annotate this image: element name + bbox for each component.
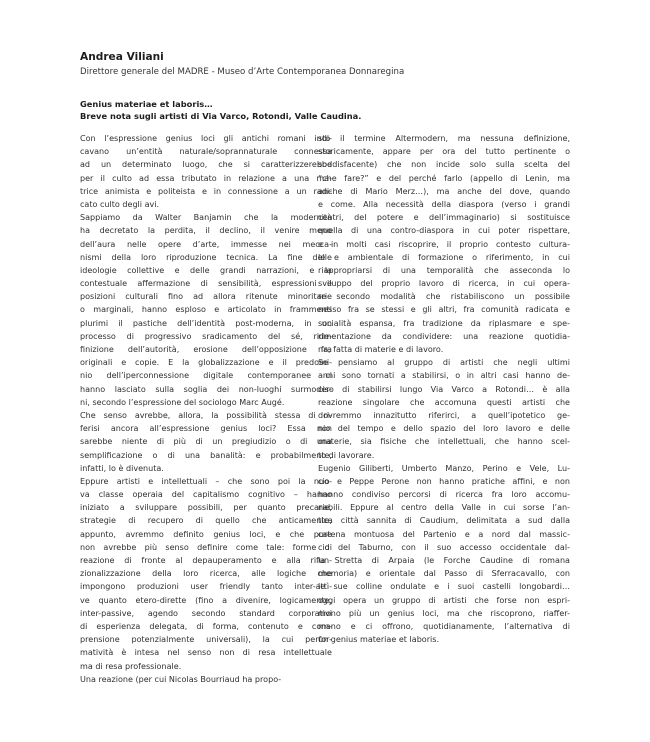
text-line: semplificazione o di una banalità: e probabilmente, xyxy=(80,450,332,460)
text-line: va classe operaia del capitalismo cognitivo – hanno xyxy=(80,490,332,500)
text-line: ciso di stabilirsi lungo Via Varco a Rotondi… è alla xyxy=(318,384,570,394)
text-line: trice animista e politeista e in connessione a un radi- xyxy=(80,186,332,196)
text-line: e come. Alla necessità della diaspora (verso i grandi xyxy=(318,199,570,209)
text-line: reazione di fronte al depauperamento e alla rifun- xyxy=(80,556,332,565)
text-line: storicamente, appare per ora del tutto pertinente o xyxy=(318,147,570,157)
text-line: la Stretta di Arpaia (le Forche Caudine di romana xyxy=(318,556,570,565)
text-line: matività è intesa nel senso non di resa intellettuale xyxy=(80,648,332,658)
text-line: oggi opera un gruppo di artisti che forse non espri- xyxy=(318,595,570,605)
text-line: cato culto degli avi. xyxy=(80,199,160,209)
text-line: tica città sannita di Caudium, delimitata a sud dalla xyxy=(318,516,570,526)
text-line: centri, del potere e dell’immaginario) si sostituisce xyxy=(318,213,570,223)
text-line: le sue colline ondulate e i suoi castelli longobardi… xyxy=(318,582,570,592)
text-line: sarebbe niente di più di un pregiudizio o di una xyxy=(80,437,332,447)
text-line: Con l’espressione genius loci gli antichi romani indi- xyxy=(80,134,332,143)
text-line: impongono produzioni user friendly tanto inter-attì- xyxy=(80,582,332,592)
text-line: infatti, lo è divenuta. xyxy=(80,463,164,473)
essay-subtitle-line: Breve nota sugli artisti di Via Varco, Rotondi, Valle Caudina. xyxy=(80,111,362,121)
text-line: strategie di recupero di quello che anticamente, xyxy=(80,516,332,526)
text-line: Eugenio Giliberti, Umberto Manzo, Perino e Vele, Lu- xyxy=(318,463,570,473)
text-line: mono più un genius loci, ma che riscoprono, riaffer- xyxy=(318,608,570,618)
body-column-left xyxy=(80,132,332,686)
text-line: prensione potenzialmente universali), la cui perfor- xyxy=(80,635,332,645)
body-column-right xyxy=(318,132,570,646)
text-line: nio del tempo e dello spazio del loro lavoro e delle xyxy=(318,424,570,434)
text-line: ni, secondo l’espressione del sociologo Marc Augé. xyxy=(80,397,285,407)
text-line: memoria) e orientale dal Passo di Sferracavallo, con xyxy=(318,569,570,579)
text-line: nesso fra se stessi e gli altri, fra comunità radicata e xyxy=(318,305,570,315)
text-line: sviluppo del proprio lavoro di ricerca, in cui opera- xyxy=(318,279,570,289)
author-name: Andrea Viliani xyxy=(80,51,164,63)
text-line: sto il termine Altermodern, ma nessuna definizione, xyxy=(318,134,570,143)
text-line: Se pensiamo al gruppo di artisti che negli ultimi xyxy=(318,358,570,368)
text-line: per il culto ad essa tributato in relazione a una ma- xyxy=(80,173,332,183)
text-line: o marginali, hanno esploso e articolato in frammenti xyxy=(80,305,332,315)
text-line: na, fatta di materie e di lavoro. xyxy=(318,345,444,354)
text-line: ma di resa professionale. xyxy=(80,661,182,671)
text-line: cavano un’entità naturale/soprannaturale connessa xyxy=(80,147,332,157)
text-line: materie, sia fisiche che intellettuali, che hanno scel- xyxy=(318,437,570,447)
text-line: to di lavorare. xyxy=(318,450,375,460)
text-line: contestuale affermazione di sensibilità, espressioni e xyxy=(80,279,332,289)
text-line: mano e ci offrono, quotidianamente, l’alternativa di xyxy=(318,621,570,631)
text-line: originali e copie. E la globalizzazione e il predomi- xyxy=(80,358,332,368)
text-line: reazione singolare che accomuna questi artisti che xyxy=(318,397,570,407)
text-line: ha decretato la perdita, il declino, il venire meno xyxy=(80,226,332,236)
text-line: un genius materiae et laboris. xyxy=(318,635,440,645)
essay-title xyxy=(80,98,361,122)
text-line: re secondo modalità che ristabiliscono un possibile xyxy=(318,292,570,302)
text-line: e in molti casi riscoprire, il proprio contesto cultura- xyxy=(318,239,570,249)
text-line: rimentazione da condividere: una reazione quotidia- xyxy=(318,331,570,341)
text-line: quella di una contro-diaspora in cui poter rispettare, xyxy=(318,226,570,236)
text-line: catena montuosa del Partenio e a nord dal massic- xyxy=(318,529,570,539)
text-line: dovremmo innazitutto riferirci, a quell’ipotetico ge- xyxy=(318,410,570,420)
text-line: ve quanto etero-dirette (fino a divenire, logicamente, xyxy=(80,595,332,605)
text-line: Sappiamo da Walter Banjamin che la modernità xyxy=(80,213,332,223)
text-line: cio del Taburno, con il suo accesso occidentale dal- xyxy=(318,542,570,552)
text-line: ideologie collettive e delle grandi narrazioni, e la xyxy=(80,265,332,275)
text-line: di esperienza delegata, di forma, contenuto e com- xyxy=(80,621,332,631)
text-line: ad un determinato luogo, che si caratterizzerebbe xyxy=(80,160,332,170)
text-line: inter-passive, agendo secondo standard corporativi xyxy=(80,608,332,618)
text-line: nabili. Eppure al centro della Valle in cui sorse l’an- xyxy=(318,503,570,513)
text-line: socialità espansa, fra tradizione da riplasmare e spe- xyxy=(318,318,570,328)
text-line: plurimi il pastiche dell’identità post-moderna, in un xyxy=(80,318,332,328)
text-line: anche di Mario Merz…), ma anche del dove, quando xyxy=(318,186,570,196)
text-line: Una reazione (per cui Nicolas Bourriaud ha propo- xyxy=(80,674,282,684)
text-line: hanno condiviso percorsi di ricerca fra loro accomu- xyxy=(318,490,570,500)
text-line: zionalizzazione della loro ricerca, alle logiche che xyxy=(80,569,332,579)
text-line: iniziato a sviluppare possibili, per quanto precarie, xyxy=(80,503,332,513)
text-line: ferisi ancora all’espressione genius loci? Essa non xyxy=(80,424,332,434)
text-line: Che senso avrebbe, allora, la possibilità stessa di ri- xyxy=(80,410,332,420)
text-line: appunto, avremmo definito genius loci, e che pure xyxy=(80,529,332,539)
text-line: “che fare?” e del perché farlo (appello di Lenin, ma xyxy=(318,173,570,183)
text-line: anni sono tornati a stabilirsi, o in altri casi hanno de- xyxy=(318,371,570,381)
text-line: cio e Peppe Perone non hanno pratiche affini, e non xyxy=(318,476,570,486)
text-line: finizione dell’autorità, erosione dell’opposizione fra xyxy=(80,345,332,354)
author-role: Direttore generale del MADRE - Museo d’Arte Contemporanea Donnaregina xyxy=(80,67,405,77)
text-line: riappropriarsi di una temporalità che asseconda lo xyxy=(318,265,570,275)
text-line: hanno lasciato sulla soglia dei non-luoghi surmoder- xyxy=(80,384,332,394)
essay-title-line: Genius materiae et laboris… xyxy=(80,99,213,109)
text-line: soddisfacente) che non incide solo sulla scelta del xyxy=(318,160,570,170)
text-line: nismi della loro riproduzione tecnica. La fine delle xyxy=(80,252,332,262)
text-line: processo di progressivo sradicamento del sé, ride- xyxy=(80,331,332,341)
text-line: le e ambientale di formazione o riferimento, in cui xyxy=(318,252,570,262)
text-line: Eppure artisti e intellettuali – che sono poi la nuo- xyxy=(80,476,332,486)
text-line: dell’aura nelle opere d’arte, immesse nei mecca- xyxy=(80,239,332,249)
text-line: non avrebbe più senso definire come tale: forme di xyxy=(80,542,332,552)
text-line: nio dell’iperconnessione digitale contemporanee ci xyxy=(80,371,332,381)
text-line: posizioni culturali fino ad allora ritenute minoritarie xyxy=(80,292,332,302)
